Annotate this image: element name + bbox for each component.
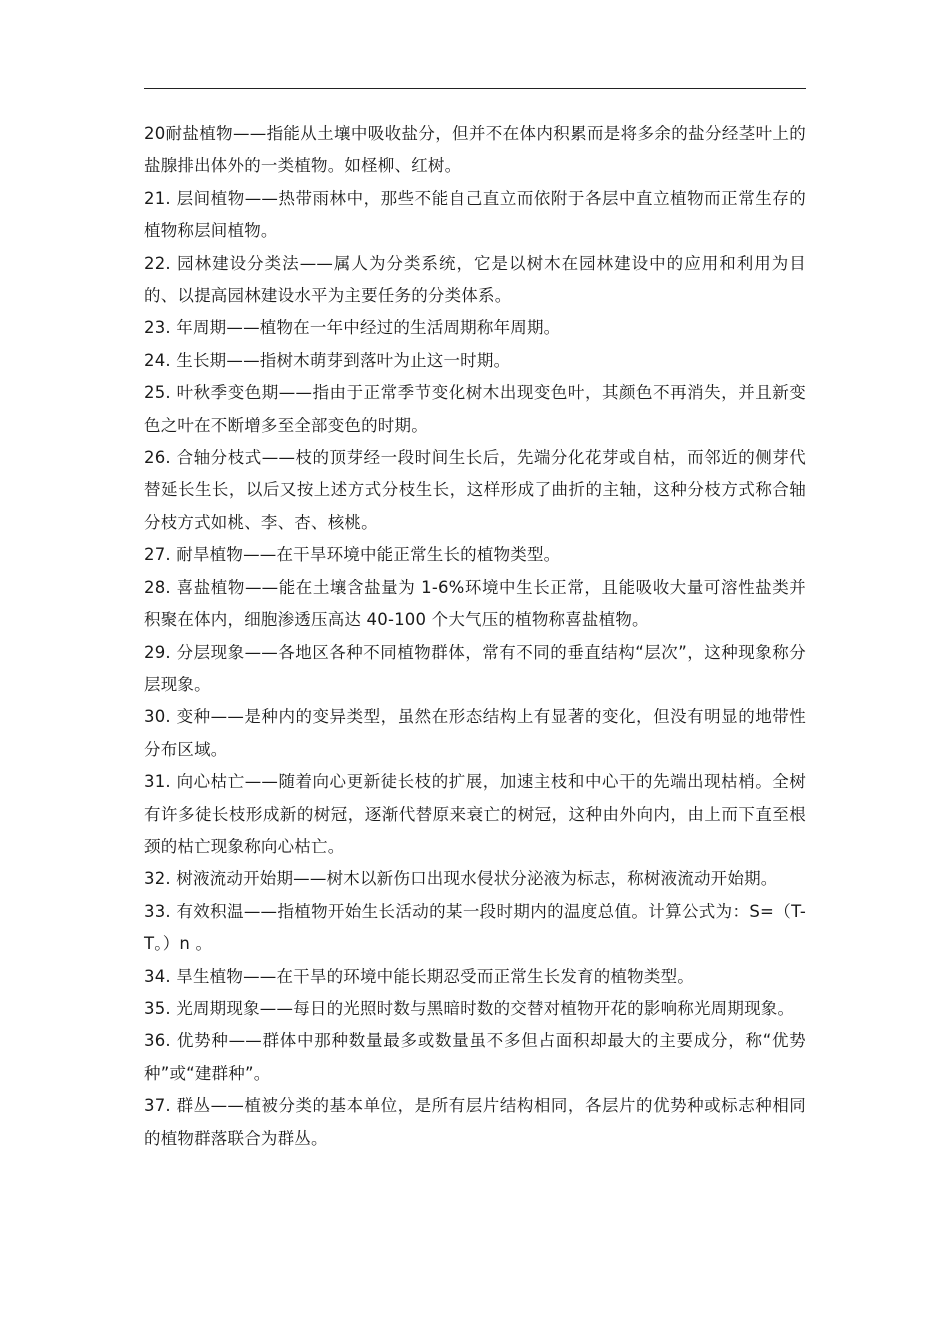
glossary-entry-27: 27. 耐旱植物——在干旱环境中能正常生长的植物类型。: [144, 545, 561, 565]
glossary-entry-25: 25. 叶秋季变色期——指由于正常季节变化树木出现变色叶，其颜色不再消失，并且新变色之叶在不断增多至全部变色的时期。: [144, 383, 806, 435]
glossary-entry-35: 35. 光周期现象——每日的光照时数与黑暗时数的交替对植物开花的影响称光周期现象。: [144, 998, 795, 1018]
glossary-entry-20: 20耐盐植物——指能从土壤中吸收盐分，但并不在体内积累而是将多余的盐分经茎叶上的盐腺排出体外的一类植物。如柽柳、红树。: [144, 124, 806, 176]
glossary-entry-26: 26. 合轴分枝式——枝的顶芽经一段时间生长后，先端分化花芽或自枯，而邻近的侧芽代替延长生长，以后又按上述方式分枝生长，这样形成了曲折的主轴，这种分枝方式称合轴分枝方式如桃、李、杏、核桃。: [144, 448, 806, 532]
glossary-entry-32: 32. 树液流动开始期——树木以新伤口出现水侵状分泌液为标志，称树液流动开始期。: [144, 869, 778, 889]
glossary-entry-36: 36. 优势种——群体中那种数量最多或数量虽不多但占面积却最大的主要成分，称“优势种”或“建群种”。: [144, 1031, 806, 1083]
glossary-content: [144, 118, 806, 1155]
glossary-entry-37: 37. 群丛——植被分类的基本单位，是所有层片结构相同，各层片的优势种或标志种相同的植物群落联合为群丛。: [144, 1096, 806, 1148]
header-divider: [144, 88, 806, 89]
glossary-entry-29: 29. 分层现象——各地区各种不同植物群体，常有不同的垂直结构“层次”，这种现象称分层现象。: [144, 642, 806, 694]
glossary-entry-30: 30. 变种——是种内的变异类型，虽然在形态结构上有显著的变化，但没有明显的地带性分布区域。: [144, 707, 806, 759]
glossary-entry-22: 22. 园林建设分类法——属人为分类系统，它是以树木在园林建设中的应用和利用为目的、以提高园林建设水平为主要任务的分类体系。: [144, 253, 806, 306]
glossary-entry-33: 33. 有效积温——指植物开始生长活动的某一段时期内的温度总值。计算公式为：S=（T-T。）n 。: [144, 901, 806, 954]
glossary-entry-31: 31. 向心枯亡——随着向心更新徒长枝的扩展，加速主枝和中心干的先端出现枯梢。全树有许多徒长枝形成新的树冠，逐渐代替原来衰亡的树冠，这种由外向内，由上而下直至根颈的枯亡现象称向心枯亡。: [144, 772, 806, 856]
glossary-entry-23: 23. 年周期——植物在一年中经过的生活周期称年周期。: [144, 318, 561, 338]
glossary-entry-24: 24. 生长期——指树木萌芽到落叶为止这一时期。: [144, 350, 511, 370]
glossary-entry-28: 28. 喜盐植物——能在土壤含盐量为 1-6%环境中生长正常，且能吸收大量可溶性盐类并积聚在体内，细胞渗透压高达 40-100 个大气压的植物称喜盐植物。: [144, 577, 806, 630]
glossary-entry-34: 34. 旱生植物——在干旱的环境中能长期忍受而正常生长发育的植物类型。: [144, 966, 694, 986]
glossary-entry-21: 21. 层间植物——热带雨林中，那些不能自己直立而依附于各层中直立植物而正常生存的植物称层间植物。: [144, 188, 806, 241]
